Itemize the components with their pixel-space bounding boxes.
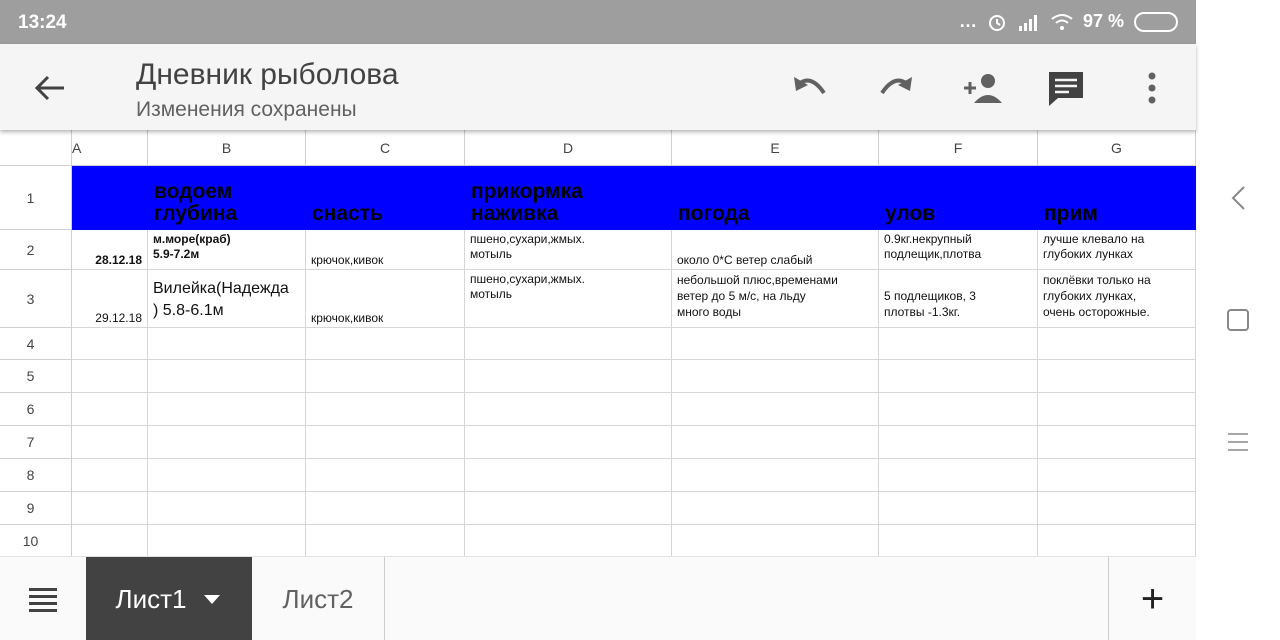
select-all-corner[interactable] [0,130,72,166]
battery-percent: 97 % [1082,11,1124,31]
row-header-2[interactable]: 2 [0,230,72,270]
redo-icon[interactable] [872,66,920,110]
cell-b5[interactable] [148,360,306,393]
cell-g10[interactable] [1038,525,1196,556]
cell-d1[interactable] [465,166,672,230]
nav-back-icon[interactable] [1218,178,1258,218]
more-vert-icon[interactable] [1128,66,1176,110]
cell-g5[interactable] [1038,360,1196,393]
cell-e7[interactable] [672,426,879,459]
cell-b4[interactable] [148,328,306,360]
cell-e4[interactable] [672,328,879,360]
spreadsheet-grid[interactable] [0,130,1196,556]
cell-c6[interactable] [306,393,465,426]
cell-a10[interactable] [72,525,148,556]
alarm-icon [987,12,1007,32]
cell-d1-line2: наживка [471,202,559,225]
cell-e3-line2: ветер до 5 м/с, на льду [677,289,806,303]
cell-c2[interactable]: крючок,кивок [306,230,465,270]
column-header-a[interactable]: A [72,130,148,166]
column-header-e[interactable]: E [672,130,879,166]
cell-b3[interactable] [148,270,306,328]
row-header-6[interactable]: 6 [0,393,72,426]
column-header-d[interactable]: D [465,130,672,166]
cell-a7[interactable] [72,426,148,459]
cell-f2-line2: подлещик,плотва [884,247,982,261]
cell-c4[interactable] [306,328,465,360]
nav-home-icon[interactable] [1218,300,1258,340]
cell-g4[interactable] [1038,328,1196,360]
cell-e2[interactable]: около 0*С ветер слабый [672,230,879,270]
cell-f3[interactable] [879,270,1038,328]
cell-g7[interactable] [1038,426,1196,459]
cell-d3[interactable] [465,270,672,328]
cell-b2[interactable] [148,230,306,270]
cell-d4[interactable] [465,328,672,360]
cell-b10[interactable] [148,525,306,556]
cell-d2-line2: мотыль [470,247,513,261]
tab-sheet1-label: Лист1 [115,583,187,614]
back-arrow-icon[interactable] [30,70,70,106]
cell-b7[interactable] [148,426,306,459]
cell-g3-line3: очень осторожные. [1043,305,1150,319]
status-time: 13:24 [18,12,67,33]
cell-d6[interactable] [465,393,672,426]
cell-f5[interactable] [879,360,1038,393]
tab-sheet1[interactable] [86,557,252,640]
cell-g3-line1: поклёвки только на [1043,273,1151,287]
cell-g3[interactable] [1038,270,1196,328]
cell-d3-line1: пшено,сухари,жмых. [470,272,585,286]
app-bar [0,44,1196,130]
cell-e10[interactable] [672,525,879,556]
cell-g2-line1: лучше клевало на [1043,232,1145,246]
cell-e3[interactable] [672,270,879,328]
row-header-8[interactable]: 8 [0,459,72,492]
row-header-9[interactable]: 9 [0,492,72,525]
cell-g6[interactable] [1038,393,1196,426]
cell-f9[interactable] [879,492,1038,525]
status-bar [0,0,1196,44]
cell-b2-line2: 5.9-7.2м [153,247,200,261]
cell-f3-line1: 5 подлещиков, 3 [884,289,976,303]
cell-e8[interactable] [672,459,879,492]
row-header-1[interactable]: 1 [0,166,72,230]
cell-b3-line1: Вилейка(Надежда [153,280,289,297]
cell-b2-line1: м.море(краб) [153,232,231,246]
cell-g8[interactable] [1038,459,1196,492]
cell-c8[interactable] [306,459,465,492]
cell-f2-line1: 0.9кг.некрупный [884,232,972,246]
sheets-menu-icon[interactable] [0,557,86,640]
sheet-tab-bar [0,556,1196,640]
cell-c7[interactable] [306,426,465,459]
cell-f3-line2: плотвы -1.3кг. [884,305,961,319]
cell-c5[interactable] [306,360,465,393]
more-dots-icon: … [958,11,977,31]
cell-d10[interactable] [465,525,672,556]
cell-g2-line2: глубоких лунках [1043,247,1133,261]
add-sheet-button[interactable]: + [1108,557,1196,640]
cell-a5[interactable] [72,360,148,393]
cell-g3-line2: глубоких лунках, [1043,289,1137,303]
cell-e6[interactable] [672,393,879,426]
cell-f6[interactable] [879,393,1038,426]
cell-e9[interactable] [672,492,879,525]
cell-f1[interactable]: улов [879,166,1038,230]
cell-a8[interactable] [72,459,148,492]
tab-sheet2[interactable]: Лист2 [252,557,385,640]
cell-b8[interactable] [148,459,306,492]
cell-c9[interactable] [306,492,465,525]
column-header-b[interactable]: B [148,130,306,166]
cell-d2[interactable] [465,230,672,270]
cell-e1[interactable]: погода [672,166,879,230]
cell-d7[interactable] [465,426,672,459]
comment-icon[interactable] [1042,66,1090,110]
status-icons [959,11,1178,32]
add-person-icon[interactable] [958,66,1006,110]
navigation-rail [1196,0,1280,640]
cell-a4[interactable] [72,328,148,360]
undo-icon[interactable] [786,66,834,110]
cell-b6[interactable] [148,393,306,426]
cell-g1[interactable]: прим [1038,166,1196,230]
cell-f7[interactable] [879,426,1038,459]
cell-d5[interactable] [465,360,672,393]
cell-d8[interactable] [465,459,672,492]
cell-f2[interactable] [879,230,1038,270]
cell-c10[interactable] [306,525,465,556]
cell-b3-line2: ) 5.8-6.1м [153,302,224,319]
cell-c1[interactable]: снасть [306,166,465,230]
cell-b1-line1: водоем [154,180,233,203]
column-header-g[interactable]: G [1038,130,1196,166]
cell-c3[interactable]: крючок,кивок [306,270,465,328]
nav-menu-icon[interactable] [1218,422,1258,462]
row-header-5[interactable]: 5 [0,360,72,393]
cell-f4[interactable] [879,328,1038,360]
cell-a1[interactable] [72,166,148,230]
cell-d1-line1: прикормка [471,180,583,203]
row-header-3[interactable]: 3 [0,270,72,328]
cell-g9[interactable] [1038,492,1196,525]
cell-d3-line2: мотыль [470,287,513,301]
cell-f10[interactable] [879,525,1038,556]
cell-e5[interactable] [672,360,879,393]
cell-b1-line2: глубина [154,202,238,225]
battery-icon [1134,12,1178,32]
row-header-7[interactable]: 7 [0,426,72,459]
column-header-c[interactable]: C [306,130,465,166]
cell-g2[interactable] [1038,230,1196,270]
cell-f8[interactable] [879,459,1038,492]
cell-d2-line1: пшено,сухари,жмых. [470,232,585,246]
cell-a9[interactable] [72,492,148,525]
dropdown-arrow-icon[interactable] [202,593,222,605]
document-title[interactable]: Дневник рыболова [136,58,399,91]
save-status: Изменения сохранены [136,98,357,121]
signal-icon [1017,13,1041,31]
cell-a3[interactable]: 29.12.18 [72,270,148,328]
cell-a2[interactable]: 28.12.18 [72,230,148,270]
row-header-4[interactable]: 4 [0,328,72,360]
wifi-icon [1051,13,1073,31]
cell-b1[interactable] [148,166,306,230]
cell-e3-line3: много воды [677,305,741,319]
cell-e3-line1: небольшой плюс,временами [677,273,838,287]
cell-d9[interactable] [465,492,672,525]
cell-a6[interactable] [72,393,148,426]
row-header-10[interactable]: 10 [0,525,72,556]
cell-b9[interactable] [148,492,306,525]
column-header-f[interactable]: F [879,130,1038,166]
